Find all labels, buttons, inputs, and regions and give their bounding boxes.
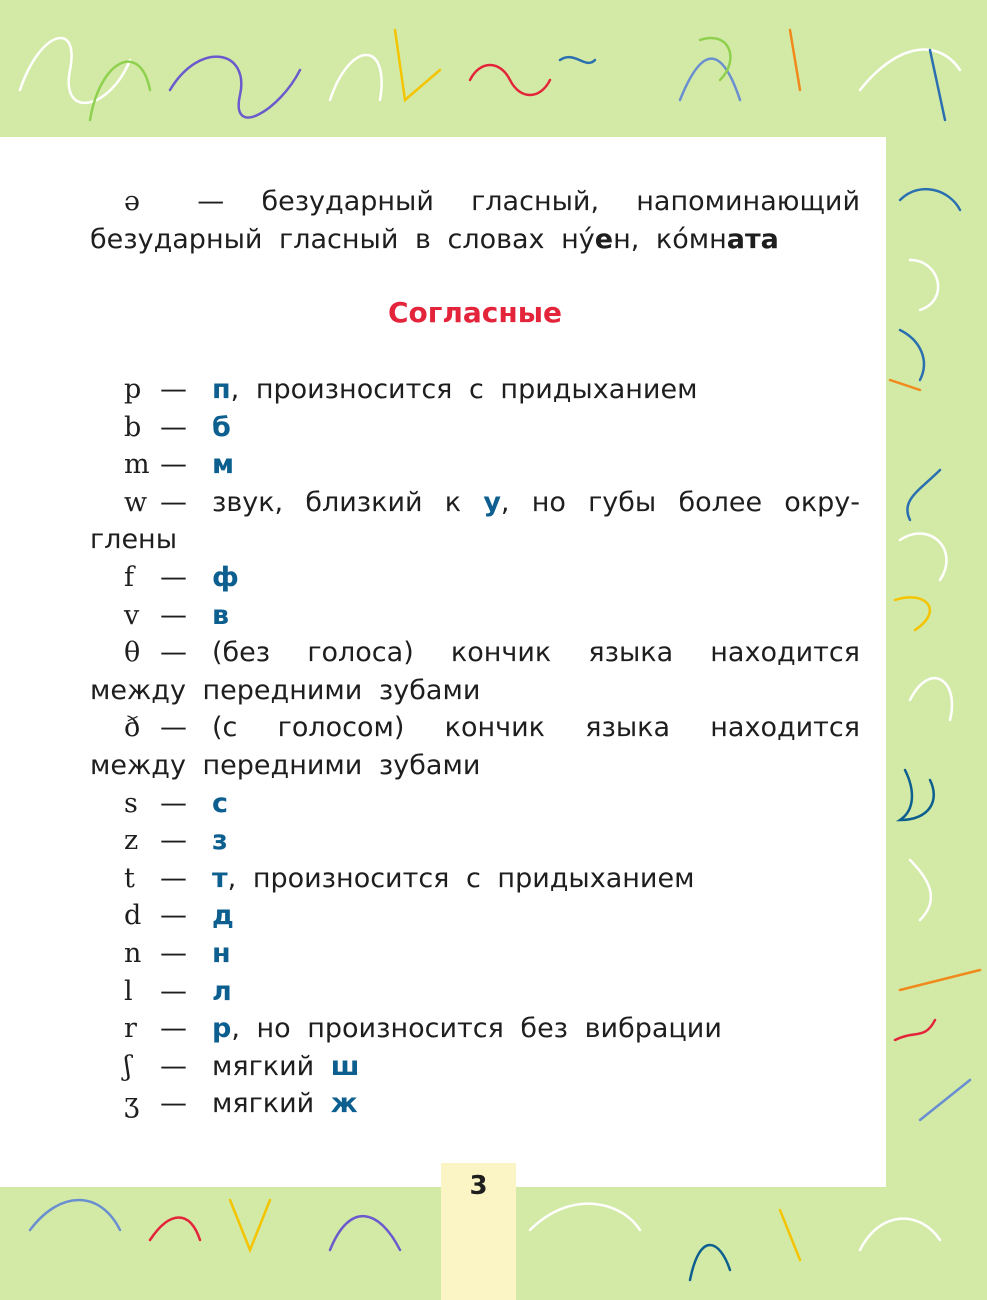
consonant-row [124,897,234,935]
dash: — [160,374,187,405]
dash: — [160,1088,187,1120]
phonetic-symbol: ʒ [124,1088,140,1120]
bold-letters: ата [726,224,779,255]
consonant-row [124,597,229,635]
phonetic-symbol: r [124,1013,137,1045]
description-text: (с голосом) кончик языка находится [212,712,860,744]
consonant-row [124,409,231,447]
consonant-row [124,446,234,484]
description-text: , произносится с придыханием [230,374,698,405]
russian-equivalent: б [212,411,231,443]
intro-text: безударный гласный, напоминающий [261,186,860,217]
continuation-line: между передними зубами [90,674,481,706]
consonant-row [124,1085,358,1123]
phonetic-symbol: p [124,374,142,405]
dash: — [197,186,225,217]
dash: — [160,1050,187,1082]
page-number: 3 [441,1163,516,1300]
intro-line-1 [124,183,860,221]
phonetic-symbol: s [124,787,138,819]
intro-text-2: безударный гласный в словах ну́ [90,224,595,255]
description-text: , но произносится без вибрации [231,1013,722,1045]
consonant-row [124,860,694,898]
dash: — [160,900,187,932]
dash: — [160,1013,187,1045]
russian-equivalent: ж [330,1088,358,1120]
russian-equivalent: д [212,900,234,932]
consonant-row [124,785,228,823]
phonetic-symbol: v [124,599,140,631]
phonetic-symbol: w [124,486,148,518]
dash: — [160,486,187,518]
dash: — [160,825,187,857]
russian-equivalent: р [212,1013,232,1045]
dash: — [160,975,187,1007]
dash: — [160,862,187,894]
phonetic-symbol: d [124,900,142,932]
russian-equivalent: п [212,374,231,405]
consonant-row [124,973,232,1011]
description-text: мягкий [212,1088,315,1120]
russian-equivalent: с [212,787,229,819]
russian-equivalent: т [212,862,228,894]
dash: — [160,787,187,819]
dash: — [160,449,187,481]
dash: — [160,637,187,669]
description-text: мягкий [212,1050,315,1082]
consonant-row [124,559,239,597]
description-text: , произносится с придыханием [227,862,695,894]
intro-text-3: н, ко́мн [613,224,727,255]
description-text: , но губы более окру- [500,486,860,518]
consonant-row [124,484,860,522]
consonant-row [124,709,860,747]
bold-letter: е [594,224,614,255]
phonetic-symbol: m [124,449,150,481]
russian-equivalent: з [212,825,228,857]
intro-line-2 [90,221,779,259]
description-text: (без голоса) кончик языка находится [212,637,860,669]
phonetic-symbol: t [124,862,135,894]
russian-equivalent: л [212,975,232,1007]
consonant-row [124,634,860,672]
consonant-row [124,371,697,409]
dash: — [160,562,187,593]
dash: — [160,938,187,969]
phonetic-symbol: ə [124,186,140,217]
continuation-line: глены [90,524,178,556]
russian-equivalent: ш [330,1050,360,1082]
russian-equivalent: ф [212,562,239,593]
phonetic-symbol: ʃ [124,1050,132,1082]
consonant-row [124,822,228,860]
phonetic-symbol: ð [124,712,141,744]
section-heading: Согласные [387,296,563,329]
dash: — [160,411,187,443]
consonant-row [124,935,231,973]
russian-equivalent: м [212,449,235,481]
phonetic-symbol: n [124,938,142,969]
russian-equivalent: в [212,599,230,631]
phonetic-symbol: b [124,411,142,443]
description-text: звук, близкий к [212,486,462,518]
russian-equivalent: у [483,486,501,518]
continuation-line: между передними зубами [90,750,481,781]
phonetic-symbol: z [124,825,139,857]
consonant-row [124,1048,359,1086]
russian-equivalent: н [212,938,231,969]
dash: — [160,599,187,631]
dash: — [160,712,187,744]
consonant-row [124,1010,722,1048]
phonetic-symbol: f [124,562,134,593]
phonetic-symbol: θ [124,637,141,669]
phonetic-symbol: l [124,975,133,1007]
